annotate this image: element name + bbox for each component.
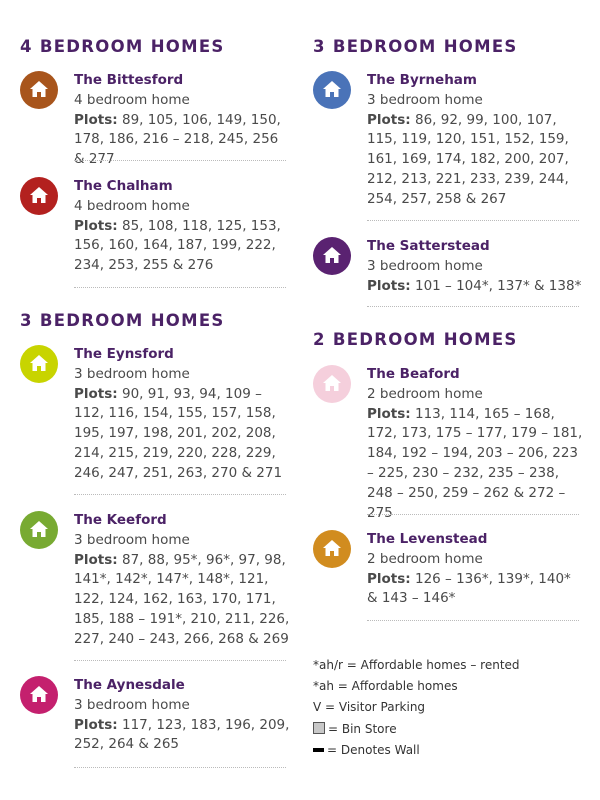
plots-label: Plots: — [74, 716, 118, 733]
plots-list: 126 – 136*, 139*, 140* & 143 – 146* — [367, 570, 571, 607]
home-badge — [20, 71, 58, 109]
legend-bin-store-label: = Bin Store — [328, 721, 397, 736]
divider — [74, 494, 286, 495]
plots-label: Plots: — [367, 277, 411, 294]
divider — [367, 620, 579, 621]
home-name: The Bittesford — [74, 72, 184, 88]
home-description: 3 bedroom home — [367, 257, 483, 274]
divider — [74, 660, 286, 661]
plots-label: Plots: — [74, 217, 118, 234]
home-name: The Chalham — [74, 178, 173, 194]
home-badge — [313, 237, 351, 275]
home-badge — [20, 345, 58, 383]
home-badge — [20, 511, 58, 549]
home-badge — [313, 71, 351, 109]
legend — [313, 655, 583, 761]
home-description: 3 bedroom home — [367, 91, 483, 108]
house-icon — [322, 373, 342, 393]
divider — [367, 306, 579, 307]
house-icon — [322, 79, 342, 99]
home-description: 3 bedroom home — [74, 531, 190, 548]
section-heading-3-bedroom: 3 BEDROOM HOMES — [20, 311, 225, 330]
plots-list: 117, 123, 183, 196, 209, 252, 264 & 265 — [74, 716, 290, 753]
plots-list: 101 – 104*, 137* & 138* — [414, 277, 582, 294]
home-name: The Satterstead — [367, 238, 490, 254]
legend-visitor-parking: V = Visitor Parking — [313, 700, 426, 715]
plots-list: 113, 114, 165 – 168, 172, 173, 175 – 177, 179 – 181, 184, 192 – 194, 203 – 206, 223 – 225, 230 – 232, 235 – 238, 248 – 250, 259 – 262 & 272 – 275 — [367, 405, 583, 521]
section-heading-2-bedroom: 2 BEDROOM HOMES — [313, 330, 518, 349]
home-description: 4 bedroom home — [74, 197, 190, 214]
home-name: The Aynesdale — [74, 677, 185, 693]
plots-label: Plots: — [74, 111, 118, 128]
home-badge — [20, 676, 58, 714]
plots-label: Plots: — [367, 405, 411, 422]
house-icon — [322, 245, 342, 265]
house-icon — [29, 185, 49, 205]
legend-affordable: *ah = Affordable homes — [313, 679, 458, 694]
plots-list: 87, 88, 95*, 96*, 97, 98, 141*, 142*, 147*, 148*, 121, 122, 124, 162, 163, 170, 171, 185, 188 – 191*, 210, 211, 226, 227, 240 – 243, 266, 268 & 269 — [74, 551, 290, 647]
home-description: 2 bedroom home — [367, 385, 483, 402]
section-heading-3-bedroom: 3 BEDROOM HOMES — [313, 37, 518, 56]
house-icon — [322, 538, 342, 558]
divider — [367, 220, 579, 221]
home-badge — [313, 530, 351, 568]
house-icon — [29, 684, 49, 704]
legend-bin-store — [313, 719, 583, 740]
divider — [74, 767, 286, 768]
plots-list: 90, 91, 93, 94, 109 – 112, 116, 154, 155, 157, 158, 195, 197, 198, 201, 202, 208, 214, 215, 219, 220, 228, 229, 246, 247, 251, 263, 270 & 271 — [74, 385, 283, 481]
plots-label: Plots: — [74, 385, 118, 402]
home-badge — [313, 365, 351, 403]
house-icon — [29, 519, 49, 539]
home-name: The Eynsford — [74, 346, 174, 362]
section-heading-4-bedroom: 4 BEDROOM HOMES — [20, 37, 225, 56]
divider — [74, 160, 286, 161]
bin-store-icon — [313, 722, 325, 734]
legend-affordable-rented: *ah/r = Affordable homes – rented — [313, 658, 520, 672]
home-description: 4 bedroom home — [74, 91, 190, 108]
home-description: 2 bedroom home — [367, 550, 483, 567]
home-name: The Beaford — [367, 366, 460, 382]
house-icon — [29, 79, 49, 99]
home-description: 3 bedroom home — [74, 696, 190, 713]
home-badge — [20, 177, 58, 215]
divider — [367, 514, 579, 515]
plots-label: Plots: — [367, 570, 411, 587]
plots-list: 85, 108, 118, 125, 153, 156, 160, 164, 187, 199, 222, 234, 253, 255 & 276 — [74, 217, 281, 274]
home-description: 3 bedroom home — [74, 365, 190, 382]
home-name: The Levenstead — [367, 531, 488, 547]
legend-wall-label: = Denotes Wall — [327, 742, 420, 757]
plots-list: 89, 105, 106, 149, 150, 178, 186, 216 – 218, 245, 256 & 277 — [74, 111, 281, 168]
divider — [74, 287, 286, 288]
home-name: The Byrneham — [367, 72, 477, 88]
wall-icon — [313, 748, 324, 752]
house-icon — [29, 353, 49, 373]
legend-wall — [313, 740, 583, 761]
plots-list: 86, 92, 99, 100, 107, 115, 119, 120, 151, 152, 159, 161, 169, 174, 182, 200, 207, 212, 213, 221, 233, 239, 244, 254, 257, 258 & 267 — [367, 111, 569, 207]
plots-label: Plots: — [74, 551, 118, 568]
plots-label: Plots: — [367, 111, 411, 128]
home-name: The Keeford — [74, 512, 167, 528]
